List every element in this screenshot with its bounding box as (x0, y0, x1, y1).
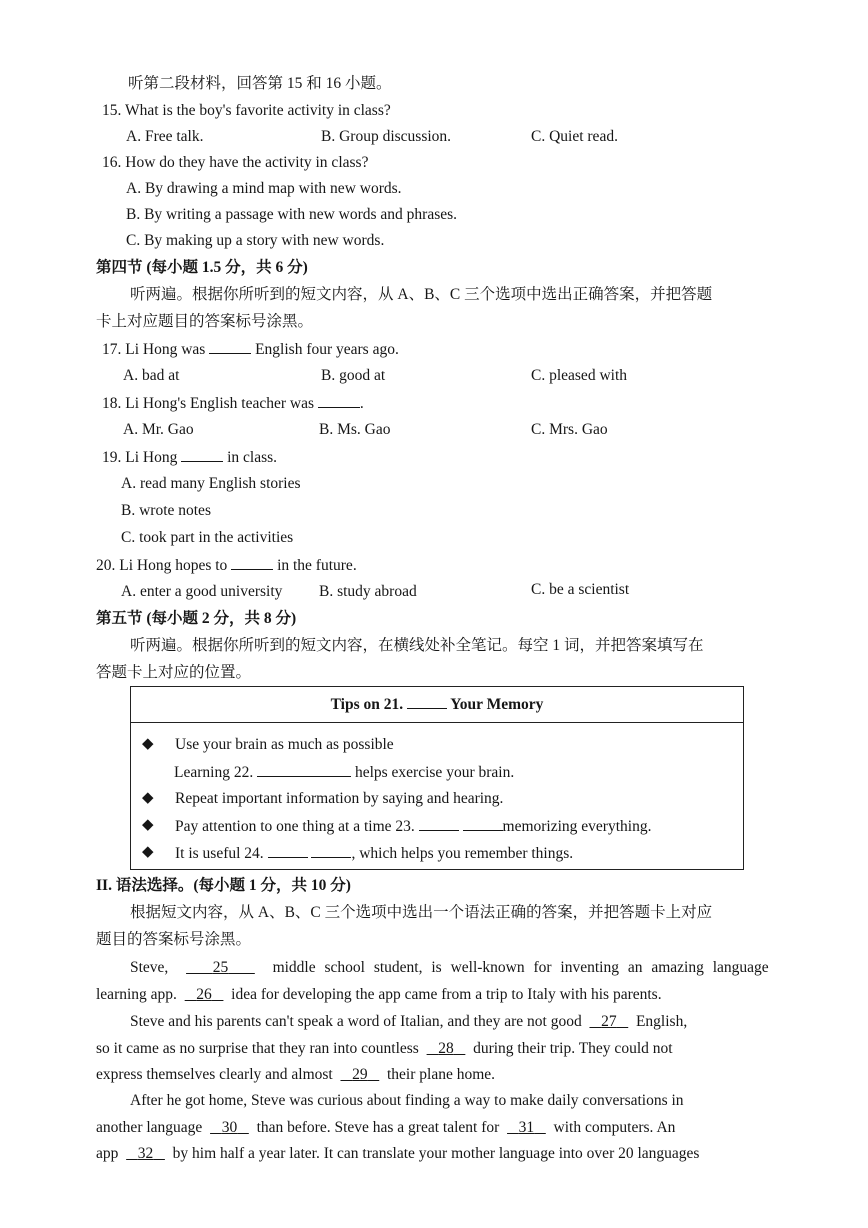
section4-title: 第四节 (每小题 1.5 分，共 6 分) (96, 259, 308, 276)
blank-27: 27 (601, 1013, 617, 1030)
tip-line-2: Learning 22. helps exercise your brain. (174, 764, 515, 781)
q18-pre: 18. Li Hong's English teacher was (102, 395, 314, 412)
passage-p3-line1: After he got home, Steve was curious about finding a way to make daily conversations in (130, 1092, 684, 1109)
q17-option-c: C. pleased with (531, 367, 627, 384)
blank-23a (419, 816, 459, 831)
q18-question (102, 393, 364, 414)
q15-question: 15. What is the boy's favorite activity in class? (102, 102, 391, 119)
q15-option-b: B. Group discussion. (321, 128, 452, 145)
blank-24b (311, 843, 351, 858)
memory-tips-box (130, 686, 744, 870)
section5-instruction-2: 答题卡上对应的位置。 (96, 664, 252, 681)
blank-28: 28 (438, 1040, 454, 1057)
blank-23b (463, 816, 503, 831)
passage-p1-line2: learning app. 26 idea for developing the app came from a trip to Italy with his parents. (96, 986, 662, 1003)
section4-instruction-1: 听两遍。根据你所听到的短文内容，从 A、B、C 三个选项中选出正确答案，并把答题 (130, 286, 713, 303)
q19-question (102, 447, 277, 468)
blank-21 (407, 694, 447, 709)
q17-post: English four years ago. (255, 341, 399, 358)
q17-option-b: B. good at (321, 367, 386, 384)
q16-question: 16. How do they have the activity in class? (102, 154, 369, 171)
q20-option-c: C. be a scientist (531, 581, 630, 598)
q19-blank (181, 447, 223, 462)
tip-line-1: Use your brain as much as possible (175, 736, 394, 753)
q18-option-c: C. Mrs. Gao (531, 421, 608, 438)
q17-blank (209, 339, 251, 354)
blank-31: 31 (518, 1119, 535, 1136)
q15-option-c: C. Quiet read. (531, 128, 618, 145)
q16-option-c: C. By making up a story with new words. (126, 232, 385, 249)
section5-instruction-1: 听两遍。根据你所听到的短文内容，在横线处补全笔记。每空 1 词，并把答案填写在 (130, 637, 704, 654)
blank-29: 29 (352, 1066, 368, 1083)
part2-instruction-2: 题目的答案标号涂黑。 (96, 931, 252, 948)
q15-option-a: A. Free talk. (126, 128, 204, 145)
q17-pre: 17. Li Hong was (102, 341, 206, 358)
q20-pre: 20. Li Hong hopes to (96, 557, 228, 574)
q17-option-a: A. bad at (123, 367, 180, 384)
q18-option-a: A. Mr. Gao (123, 421, 194, 438)
section5-title: 第五节 (每小题 2 分，共 8 分) (96, 610, 297, 627)
q16-option-b: B. By writing a passage with new words and phrases. (126, 206, 458, 223)
q18-blank (318, 393, 360, 408)
tip-line-3: Repeat important information by saying and hearing. (175, 790, 504, 807)
section4-instruction-2: 卡上对应题目的答案标号涂黑。 (96, 313, 314, 330)
q20-blank (231, 555, 273, 570)
q18-option-b: B. Ms. Gao (319, 421, 391, 438)
passage-p2-line3: express themselves clearly and almost 29 their plane home. (96, 1066, 496, 1083)
q19-option-b: B. wrote notes (121, 502, 211, 519)
tip-line-4: Pay attention to one thing at a time 23. memorizing everything. (175, 818, 652, 835)
passage-p1-line1: Steve, 25 middle school student, is well-known for inventing an amazing language (130, 959, 769, 976)
blank-26: 26 (196, 986, 212, 1003)
q20-option-a: A. enter a good university (121, 583, 283, 600)
passage-p3-line2: another language 30 than before. Steve has a great talent for 31 with computers. An (96, 1119, 676, 1136)
blank-30: 30 (221, 1119, 238, 1136)
passage-p2-line2: so it came as no surprise that they ran into countless 28 during their trip. They could not (96, 1040, 673, 1057)
q17-question (102, 339, 399, 360)
part2-instruction-1: 根据短文内容，从 A、B、C 三个选项中选出一个语法正确的答案，并把答题卡上对应 (130, 904, 713, 921)
memory-tips-title: Tips on 21. Your Memory (131, 687, 743, 723)
blank-32: 32 (137, 1145, 154, 1162)
blank-24a (268, 843, 308, 858)
diamond-bullet-icon: ◆ (142, 736, 154, 752)
blank-25: 25 (212, 959, 229, 976)
q20-option-b: B. study abroad (319, 583, 417, 600)
q20-question (96, 555, 357, 576)
blank-22 (257, 762, 351, 777)
q18-post: . (359, 395, 364, 412)
passage-p3-line3: app 32 by him half a year later. It can translate your mother language into over 20 languages (96, 1145, 700, 1162)
q19-option-a: A. read many English stories (121, 475, 301, 492)
q15-16-intro: 听第二段材料，回答第 15 和 16 小题。 (128, 75, 392, 92)
passage-p2-line1: Steve and his parents can't speak a word of Italian, and they are not good 27 English, (130, 1013, 688, 1030)
diamond-bullet-icon: ◆ (142, 817, 154, 833)
q16-option-a: A. By drawing a mind map with new words. (126, 180, 402, 197)
q19-pre: 19. Li Hong (102, 449, 178, 466)
q19-option-c: C. took part in the activities (121, 529, 294, 546)
q19-post: in class. (227, 449, 278, 466)
part2-title: II. 语法选择。(每小题 1 分，共 10 分) (96, 877, 351, 894)
q20-post: in the future. (277, 557, 357, 574)
tip-line-5: It is useful 24. , which helps you remember things. (175, 845, 574, 862)
diamond-bullet-icon: ◆ (142, 790, 154, 806)
diamond-bullet-icon: ◆ (142, 844, 154, 860)
